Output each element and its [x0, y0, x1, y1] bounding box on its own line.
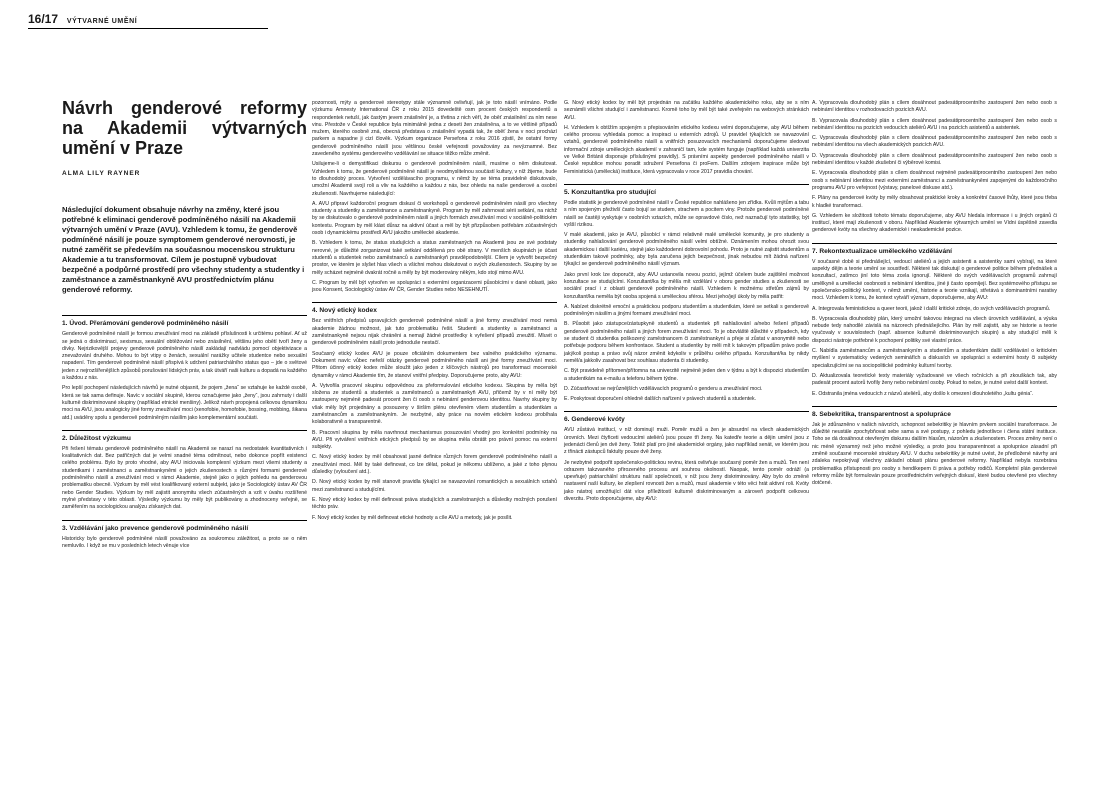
- header-rule: [28, 28, 268, 29]
- paragraph: A. Integrovala feministickou a queer teorii, jakož i další kritické zdroje, do svých vzdělávacích programů.: [812, 305, 1051, 312]
- paragraph: Bez vnitřních předpisů upravujících genderově podmíněné násilí a jiné formy zneužívání moci nemá akademie žádnou možnost, jak tuto problematiku řešit. Studenti a studentky a zaměstnanci a zaměstnankyně nejsou nijak chráněni a nemají žádné prostředky k vyřešení případů zneužití. Mluvit o genderově podmíněném násilí proto jednoduše nestačí.: [312, 318, 557, 347]
- paragraph: Jako první krok lze doporučit, aby AVU ustanovila novou pozici, jejímž účelem bude zajištění možnost konzultace se studujícími. Konzultant/ka by měl/a mít vzdělání v oboru gender studies a zkušenosti se sociální prací i z oblasti genderově podmíněného násilí. Vzhledem k možnému střetům zájmů by konzultant/ka neměla být osoba spojená s uměleckou sférou. Mezi jeho/její úkoly by měla patřit:: [564, 271, 809, 300]
- paragraph: D. Zúčastňovat se nejrůznějších vzdělávacích programů o genderu a zneužívání moci.: [564, 385, 763, 392]
- page-number: 16/17: [28, 12, 59, 26]
- column-1: [62, 98, 307, 553]
- paragraph: E. Odstranila jména vedoucích z názvů ateliérů, aby došlo k omezení dlouholetého „kultu génia“.: [812, 390, 1034, 397]
- paragraph: pozornosti, mýty a genderové stereotypy stále významně ovlivňují, jak je toto násilí vnímáno. Podle výzkumu Amnesty International ČR z roku 2015 dovedeště osm procent českých respondentů a respondentek netuší, jak častým jevem znásilnění je, a třetina z nich věří, že oběť znásilnění za ním nese vinu. Přestože v České republice byla minimálně jedna z deseti žen znásilněna, a to ve většině případů mužem, kterého osobně zná, obecná představa o znásilnění vypadá tak, že oběť žena v noci prochází parkem a napadne ji cizí člověk. Výzkum organizace Persefona z roku 2016 zjistil, že ostatní formy genderově podmíněného násilí jsou většinou české veřejnosti považovány za nevýznamné. Bez zavedeného systému genderového vzdělávání se situace těžko může změnit.: [312, 100, 557, 158]
- paragraph: A. Nabízet diskrétně emoční a praktickou podporu studentům a studentkám, které se setkali s genderově podmíněným násilím a jinými formami zneužívání moci.: [564, 303, 809, 318]
- rubric: VÝTVARNÉ UMĚNÍ: [66, 18, 138, 25]
- paragraph: C. Vypracovala dlouhodobý plán s cílem dosáhnout padesátiprocentního zastoupení žen nebo osob s nebinární identitou na všech akademických pozicích AVU.: [812, 135, 1057, 149]
- paragraph: Historicky bylo genderově podmíněné násilí považováno za soukromou záležitost, a proto se o něm nemluvilo. I když se mu v posledních letech věnuje více: [62, 535, 307, 549]
- paragraph: E. Poskytovat doporučení ohledně dalších nařízení v právech studentů a studentek.: [564, 396, 757, 403]
- paragraph: B. Vypracovala dlouhodobý plán s cílem dosáhnout padesátiprocentního zastoupení žen nebo osob s nebinární identitou na pozicích vedoucích ateliérů AVU i na pozicích asistentů a asistentek.: [812, 117, 1057, 131]
- section-heading: 4. Nový etický kodex: [312, 302, 557, 315]
- section-heading: 7. Rekontextualizace uměleckého vzdělávání: [812, 243, 1057, 256]
- paragraph: Pro lepší pochopení následujících návrhů je nutné objasnit, že pojem „žena“ se vztahuje ke každé osobě, která se tak sama definuje. Navíc v sociální skupině, kterou označujeme jako „ženy“, jsou zahrnuty i další kulturně diskriminované skupiny (například etnické menšiny). Jelikož návrh propojená celkovou dynamikou moci na AVU, jsou analogicky jiné formy zneužívání moci (xenofobie, homofobie, bossing, mobbing, šikana atd.) uváděny spolu s genderově podmíněným násilím jako komplementární součásti.: [62, 385, 307, 421]
- column-2: [312, 100, 557, 525]
- lead-paragraph: Následující dokument obsahuje návrhy na změny, které jsou potřebné k eliminaci genderově podmíněného násilí na Akademii výtvarných umění v Praze (AVU). Vzhledem k tomu, že genderově podmíněné násilí je pouze symptomem genderové nerovnosti, je nutné zaměřit se především na současnou mocenskou strukturu Akademie a tu transformovat. Cílem je postupně vybudovat bezpečné a podpůrné prostředí pro všechny studenty a studentky i zaměstnance a zaměstnankyně AVU prostřednictvím plánu genderové reformy.: [62, 205, 305, 295]
- paragraph: F. Plány na genderové kvóty by měly obsahovat praktické kroky a konkrétní časové lhůty, které jsou třeba k hladké transformaci.: [812, 195, 1057, 209]
- paragraph: B. Vzhledem k tomu, že status studujících a status zaměstnaných na Akademii jsou ze své podstaty nerovné, je důležité zorganizovat také setkání oddělená pro obě strany. V menších skupinách je účast studentů a studentek nebo zaměstnanců a zaměstnankyň pravděpodobnější. Cílem je vytvořit bezpečný prostor, ve kterém je slyšet hlas všech a všichni mohou diskutovat o svých zkušenostech. Skupiny by se měly scházet nejméně dvakrát ročně a měly by být moderovány někým, kdo stojí mimo AVU.: [312, 240, 557, 276]
- column-3: [564, 100, 809, 506]
- paragraph: C. Program by měl být vytvořen ve spolupráci s externími organizacemi působícími v dané oblasti, jako jsou Konsent, Sociologický ústav AV ČR, Gender Studies nebo NESEHNUTÍ.: [312, 279, 557, 294]
- section-heading: 2. Důležitost výzkumu: [62, 430, 307, 443]
- paragraph: Současný etický kodex AVU je pouze oficiálním dokumentem bez valného praktického významu. Dokument navíc vůbec neřeší otázky genderově podmíněného násilí ani jiné formy zneužívání moci. Přitom účinný etický kodex může sloužit jako jeden z klíčových nástrojů pro transformaci mocenské dynamiky v rámci Akademie tím, že stanoví vnitřní předpisy. Doporučujeme proto, aby AVU:: [312, 350, 557, 379]
- paragraph: G. Nový etický kodex by měl být projednán na začátku každého akademického roku, aby se s ním seznámili všichni studující i zaměstnanci. Kromě toho by měl být také zveřejněn na webových stránkách AVU.: [564, 100, 809, 121]
- paragraph: Podle statistik je genderově podmíněné násilí v České republice nahlášeno jen zřídka. Kvůli mýtům a tabu s ním spojeným přeživší často bojují se studem, strachem a pocitem viny. Protože genderově podmíněné násilí se častěji vyskytuje v osobních vztazích, může se opravdové číslo, než naznačují tyto statistiky, být vyšší rizikou.: [564, 199, 809, 228]
- paragraph: F. Nový etický kodex by měl definovat etické hodnoty a cíle AVU a metody, jak je posílit.: [312, 514, 513, 521]
- section-heading: 5. Konzultant/ka pro studující: [564, 184, 809, 197]
- column-4: [812, 100, 1057, 490]
- paragraph: Usilujeme-li o demystifikaci diskursu o genderově podmíněném násilí, musíme o něm diskutovat. Vzhledem k tomu, že genderově podmíněné násilí je neodmyslitelnou součástí kultury, v níž žijeme, bude to dlouhodobý proces. Vytvoření vzdělávacího programu, v němž by se téma pravidelně diskutovalo, umožní Akademii svojí roli a vliv na každého a každou z nás, bez ohledu na naše genderové a osobní zkušenosti. Navrhujeme následující:: [312, 161, 557, 197]
- article-title: Návrh genderové reformy na Akademii výtvarných umění v Praze: [62, 98, 307, 158]
- paragraph: Při řešení tématu genderově podmíněného násilí na Akademii se narazí na nedostatek kvantitativních i kvalitativních dat. Bez patřičných dat je velmi snadné téma odmítnout, nebo dokonce popřít existenci celého problému. Bylo by proto vhodné, aby AVU iniciovala komplexní výzkum mezi všemi studenty a studentkami i zaměstnanci a zaměstnankyněmi o jejich zkušenostech s různými formami genderově podmíněného násilí a zneužívání moci v rámci Akademie, stejně jako o jejich pohledu na genderovou problematiku obecně. Výzkum by měl vést kvalifikovaný externí subjekt, jako je Sociologický ústav AV ČR nebo Gender Studies. Výzkum by měl zajistit anonymitu všech zúčastněných a vzít v úvahu rozšířené mylné představy v této oblasti. Výsledky výzkumu by měly být publikovány a zhodnoceny veřejně, se zaměřením na sociologickou analýzu získaných dat.: [62, 445, 307, 511]
- section-heading: 6. Genderové kvóty: [564, 411, 809, 424]
- paragraph: V současné době si přednášející, vedoucí ateliérů a jejich asistenti a asistentky sami vybírají, na které aspekty dějin a teorie umění se soustředí. Některé tak diskutují o genderové politice během přednášek a konzultací, zatímco jiní toto téma zcela ignorují. Některé do svých vzdělávacích programů zahrnují umělkyně a umělecké osobnosti s nebinární identitou, jiné ji často opomíjejí. Bez systémového přístupu se společensko-politický kontext, v němž umění, historie a teorie vznikají, střetává s dominantními narativy moci. Vzhledem k tomu, že kontext vytváří význam, doporučujeme, aby AVU:: [812, 258, 1057, 302]
- paragraph: Jak je zdůrazněno v našich návrzích, schopnost sebekritiky je hlavním prvkem sociální transformace. Je důležité neustále zpochybňovat sebe sama a své postupy, z pohledu jednotlivce i člena státní instituce. Toho se dá dosáhnout otevřeným diskursu dalším hlasům, názorům a zkušenostem. Proces změny není o nic méně významný než jeho možné výsledky, a proto jsou transparentnost a spolupráce zásadní při změně současné mocenské struktury AVU. V duchu sebekritiky je nutné uvést, že předložené návrhy ani zdaleka nepokrývají všechny základní oblasti plánu genderové reformy. Například nebyla rozebrána problematika přístupnosti pro osoby s hendikepem či práva a potřeby rodičů. Kompletní plán genderové reformy může být formulován pouze prostřednictvím veřejných diskusí, které budou otevřené pro všechny dotčené.: [812, 421, 1057, 487]
- paragraph: D. Vypracovala dlouhodobý plán s cílem dosáhnout padesátiprocentního zastoupení žen nebo osob s nebinární identitou v každé zkušební či výběrové komisi.: [812, 152, 1057, 167]
- paragraph: H. Vzhledem k obtížím spojeným s přepisováním etického kodexu velmi doporučujeme, aby AVU během celého procesu vyhledala pomoc a inspiraci u externích zdrojů. U pravidel týkajících se navazování vztahů, genderově podmíněného násilí a vnitřních posuzovacích mechanismů doporučujeme sledovat informační zdroje uměleckých akademií v zahraničí tam, kde systém funguje (například každá univerzita ve Velké Británii disponuje příslušnými pravidly). S právními aspekty genderově podmíněného násilí v České republice mohou poradit sdružení Persefona či proFem. Dalším zdrojem inspirace může být Feministická (umělecká) instituce, která vypracovala v roce 2017 pravidla chování.: [564, 124, 809, 175]
- paragraph: A. Vypracovala dlouhodobý plán s cílem dosáhnout padesátiprocentního zastoupení žen nebo osob s nebinární identitou v rozhodovacích pozicích AVU.: [812, 100, 1057, 114]
- paragraph: E. Vypracovala dlouhodobý plán s cílem dosáhnout nejméně padesátiprocentního zastoupení žen nebo osob s nebinární identitou mezi externími zaměstnanci a zaměstnankyněmi zapojenými do každoročního programu AVU pro veřejnost (výstavy, panelové diskuse atd.).: [812, 170, 1057, 191]
- paragraph: G. Vzhledem ke složitosti tohoto tématu doporučujeme, aby AVU hledala informace i u jiných orgánů či institucí, které mají zkušenosti v oboru. Například Akademie výtvarných umění ve Vídni úspěšně zavedla genderové kvóty na všechny akademické i neakademické pozice.: [812, 212, 1057, 234]
- paragraph: V malé akademii, jako je AVU, působící v rámci relativně malé umělecké komunity, je pro studenty a studentky nahlašování genderově podmíněného násilí velmi obtížné. Oznámením mohou ohrozit svou akademickou i další kariéru, stejně jako každodenní dobrovolní pohodu. Proto je nutné zajistit studentům a studentkám takové podmínky, aby byla zaručena jejich bezpečnost, jinak nebudou mít žádná nařízení týkající se genderově podmíněného násilí význam.: [564, 232, 809, 268]
- paragraph: C. Nabídla zaměstnancům a zaměstnankyním a studentům a studentkám další vzdělávání o kritickém myšlení v systematicky vedených seminářích a diskusích ve spolupráci s externími hosty či subjekty specializujícími se na sociopolitické podmínky kulturní tvorby.: [812, 348, 1057, 369]
- page-header: [28, 12, 137, 26]
- paragraph: E. Nový etický kodex by měl definovat práva studujících a zaměstnaných a důsledky možných porušení těchto práv.: [312, 496, 557, 511]
- paragraph: B. Působit jako zástupce/zástupkyně studentů a studentek při nahlašování a/nebo řešení případů genderově podmíněného násilí a jiných forem zneužívání moci. To je obzvláště důležité v případech, kdy se student či studentka poškozený zaměstnancem či zaměstnankyní a přeje si zůstat v anonymitě nebo potřebuje podporu během konfrontace. Student a studentky by měli mít k takovým případům právo podle jakýkoli postup a právo svůj názor změnit kdykoliv v průběhu celého případu. Konzultant/ka by nikdy neměl/a jakkoliv zasahovat bez souhlasu studenta či studentky.: [564, 321, 809, 364]
- paragraph: B. Vypracovala dlouhodobý plán, který umožní takovou integraci na všech úrovních vzdělávání, a výuka nebude tedy nahodilé závislá na názorech přednášejícího. Plán by měl zajistit, aby se historie a teorie vyučovaly v souvislostech (např. absence kulturně diskriminovaných skupin) a aby studující měli k dispozici nástroje potřebné k pochopení politiky své vlastní práce.: [812, 315, 1057, 344]
- paragraph: D. Aktualizovala teoretické texty materiály vyžadované ve všech ročnících a při zkouškách tak, aby padesát procent autorů tvořily ženy nebo nebinární osoby. Pokud to nelze, je nutné uvést další kontext.: [812, 372, 1057, 387]
- paragraph: Je nezbytné podpořit společensko-politickou revinu, která ovlivňuje současný poměr žen a mužů. Ten není odrazem takzvaného přirozeného procesu ani souhrou okolností. Naopak, tento poměr odráží (a upevňuje) patriarchální strukturu naší společnosti, v níž jsou ženy diskriminovány. Aby bylo do změně nastavení naší kultury, ke zlepšení rovnosti žen a mužů, musí akademie v této věci hrát aktivní roli. Kvóty jako nástroj umožňující dát více příležitostí kulturně diskriminovaným a zároveň podpořit celkovou diverzitu. Proto doporučujeme, aby AVU:: [564, 459, 809, 503]
- section-heading: 3. Vzdělávání jako prevence genderově podmíněného násilí: [62, 520, 307, 533]
- paragraph: D. Nový etický kodex by měl stanovit pravidla týkající se navazování romantických a sexuálních vztahů mezi zaměstnanci a studujícími.: [312, 479, 557, 493]
- paragraph: AVU zůstává institucí, v níž dominují muži. Poměr mužů a žen je absurdní na všech akademických úrovních. Mezi čtyřiceti vedoucími ateliérů jsou pouze tři ženy. Na katedře teorie a dějin umění jsou z jedenácti členů jen dvě ženy. Totéž platí pro jiné akademické orgány, jako například senát, ve kterém jsou z třinácti zástupců faktulty pouze dvě ženy.: [564, 427, 809, 456]
- paragraph: B. Pracovní skupina by měla navrhnout mechanismus posuzování vhodný pro konkrétní podmínky na AVU. Při vytváření vnitřních etických předpisů by se skupina měla obrátit pro právní pomoc na externí subjekty.: [312, 429, 557, 451]
- paragraph: C. Nový etický kodex by měl obsahovat jasné definice různých forem genderově podmíněného násilí a zneužívání moci. Měl by také definovat, co lze dělat, pokud je někomu ublíženo, a jaké z toho plynou důsledky (vyloučení atd.).: [312, 454, 557, 476]
- section-heading: 8. Sebekritika, transparentnost a spolupráce: [812, 406, 1057, 419]
- paragraph: A. AVU připraví každoroční program diskusí či workshopů o genderově podmíněném násilí pro všechny studenty a studentky a zaměstnance a zaměstnankyně. Program by měl zahrnovat sérii setkání, na nichž by se diskutovalo o genderově podmíněném násilí a jiných formách zneužívání moci v sociálně-politickém kontextu. Program by měl klást důraz na aktivní účast a měl by být přizpůsoben potřebám zúčastněných osob i dynamickému prostředí AVU jakožto umělecké akademie.: [312, 200, 557, 237]
- section-heading: 1. Úvod. Přerámování genderově podmíněného násilí: [62, 315, 307, 328]
- author: ALMA LILY RAYNER: [62, 170, 141, 177]
- paragraph: C. Být pravidelně přítomen/přítomna na univerzitě nejméně jeden den v týdnu a být k dispozici studentům a studentkám na e-mailu a telefonu během týdne.: [564, 368, 809, 382]
- paragraph: A. Vytvořila pracovní skupinu odpovědnou za přeformulování etického kodexu. Skupina by měla být složena ze studentů a studentek a zaměstnanců a zaměstnankyň AVU, přičemž by v ní měly být zastoupeny nejméně padesát procent žen či osob s nebinární genderovou identitou. Navrhy skupiny by však měly být projednány a posouzeny v širším plénu otevřeném všem studentům a studentkám a zaměstnancům a zaměstnankyním. Je nezbytné, aby práce na novém etickém kodexu probíhala kolaborativně a transparentně.: [312, 382, 557, 426]
- paragraph: Genderově podmíněné násilí je formou zneužívání moci na základě příslušnosti k určitému pohlaví. Ať už se jedná o diskriminaci, sexismus, sexuální obtěžování nebo znásilnění, většinu jeho obětí tvoří ženy a dívky. Nejrizikovější projevy genderově podmíněného násilí zakládají nadvládu pomocí objektivizace a znevažování druhého. Mohou to být vtipy o ženách, sexuální narážky učitele studentce nebo sexuální napadení. Tím genderově podmíněné násilí přispívá k udržení patriarchálního status quo – jde o světové jeden z nejrozšířenějších způsobů porušování lidských práv, a tak útváří naši kulturu a dopadá na každého a každou z nás.: [62, 331, 307, 382]
